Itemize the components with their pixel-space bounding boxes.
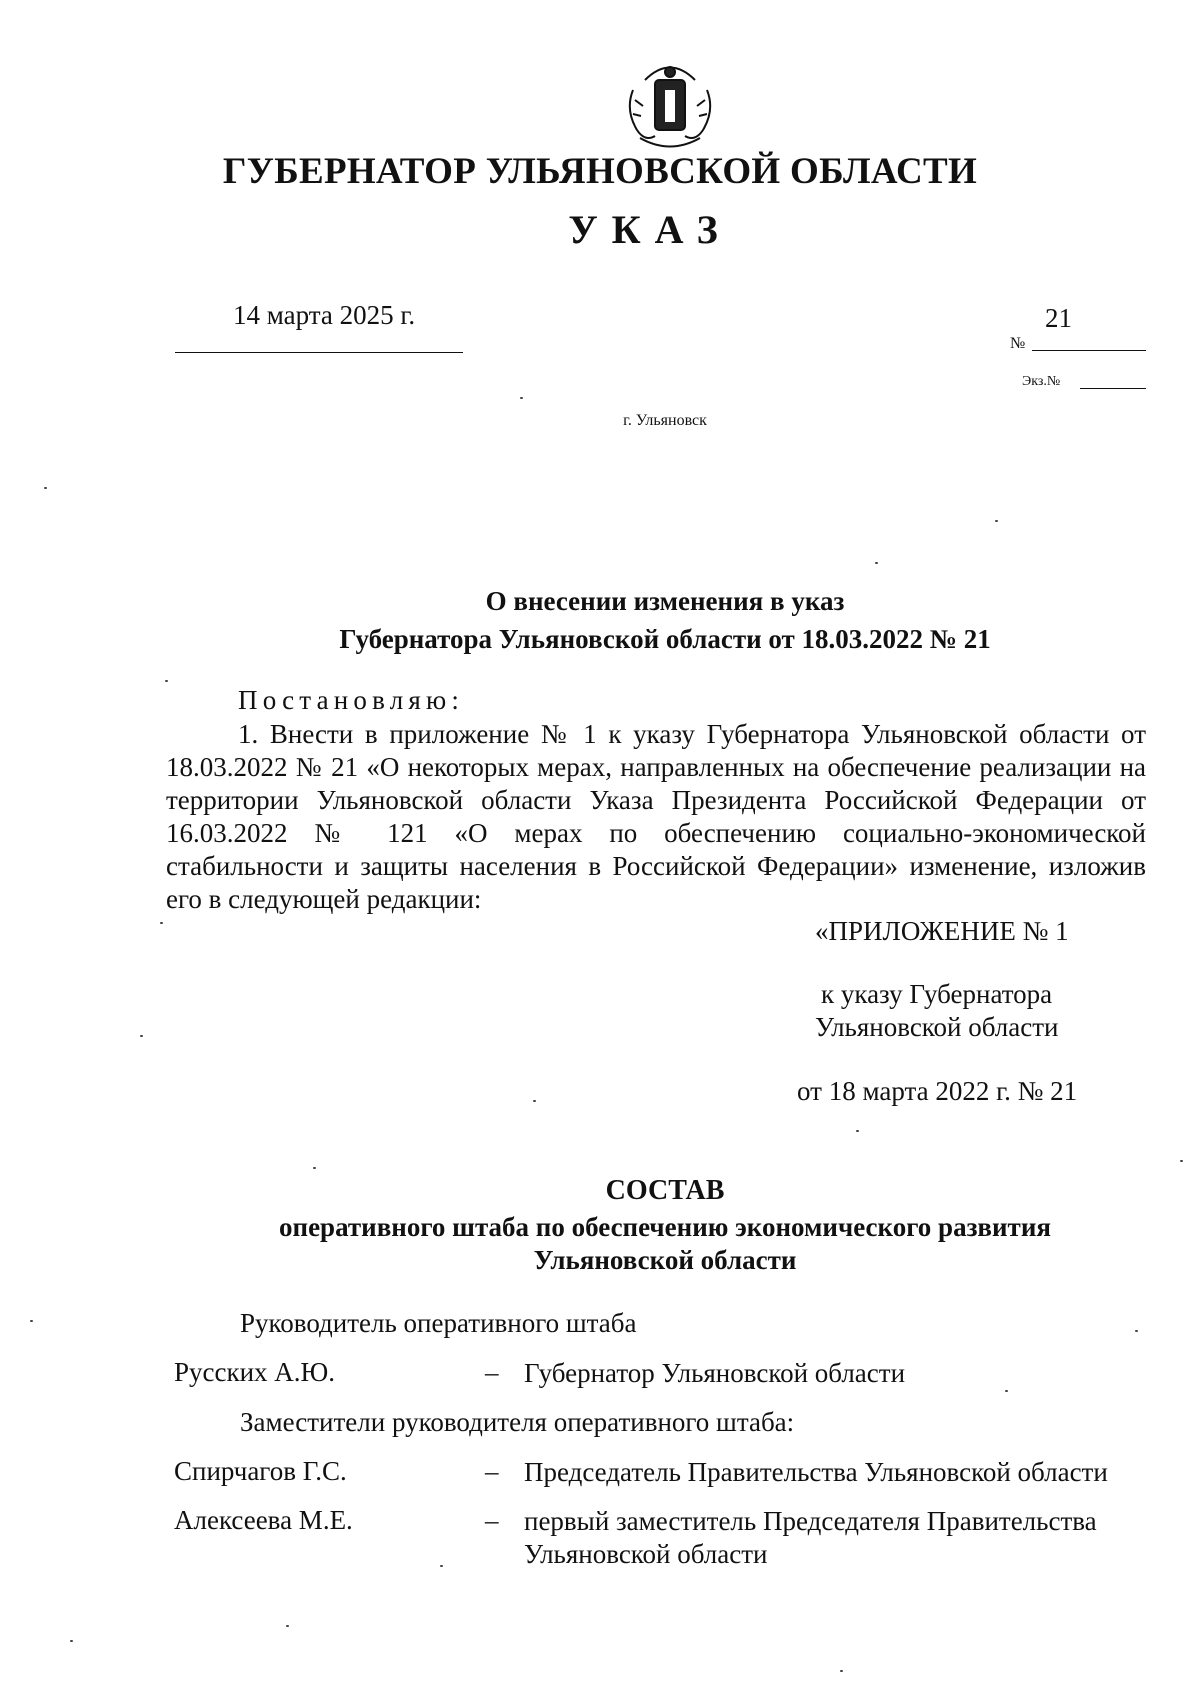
scan-speck: [313, 1167, 316, 1169]
appendix-date: от 18 марта 2022 г. № 21: [797, 1076, 1078, 1106]
member-dash: –: [485, 1456, 499, 1486]
composition-title: СОСТАВ: [605, 1175, 725, 1206]
member-dash: –: [485, 1357, 499, 1387]
scan-speck: [286, 1625, 289, 1627]
member-name: Русских А.Ю.: [174, 1357, 336, 1387]
document-date: 14 марта 2025 г.: [233, 300, 416, 330]
scan-speck: [140, 1035, 143, 1037]
issuer-title: ГУБЕРНАТОР УЛЬЯНОВСКОЙ ОБЛАСТИ: [222, 151, 978, 192]
copy-label: Экз.№: [1022, 374, 1061, 389]
composition-subtitle: [0, 1211, 1200, 1277]
document-number: 21: [1045, 303, 1072, 333]
scan-speck: [840, 1670, 843, 1672]
appendix-to-line-1: к указу Губернатора: [821, 979, 1053, 1009]
document-subject: [150, 582, 1180, 658]
scan-speck: [1135, 1330, 1138, 1332]
subject-line-1: О внесении изменения в указ: [485, 586, 845, 616]
scan-speck: [995, 520, 998, 522]
subject-line-2: Губернатора Ульяновской области от 18.03.2022 № 21: [339, 624, 991, 654]
scan-speck: [30, 1320, 33, 1322]
member-dash: –: [485, 1505, 499, 1535]
scan-speck: [44, 487, 47, 489]
coat-of-arms-emblem: [615, 50, 725, 160]
scan-speck: [875, 562, 878, 564]
member-role: первый заместитель Председателя Правительства Ульяновской области: [524, 1506, 1097, 1569]
appendix-title: «ПРИЛОЖЕНИЕ № 1: [815, 916, 1069, 946]
scan-speck: [1005, 1390, 1008, 1392]
number-label: №: [1010, 335, 1026, 352]
scan-speck: [1180, 1160, 1183, 1162]
composition-subtitle-line-1: оперативного штаба по обеспечению экономического развития: [279, 1212, 1051, 1242]
city: г. Ульяновск: [623, 412, 707, 429]
appendix-to-line-2: Ульяновской области: [815, 1012, 1059, 1042]
document-type: УКАЗ: [568, 207, 732, 252]
head-section-label: Руководитель оперативного штаба: [240, 1308, 637, 1338]
deputies-section-label: Заместители руководителя оперативного штаба:: [240, 1407, 795, 1437]
scan-speck: [165, 680, 168, 682]
resolve-clause: Постановляю:: [238, 685, 465, 715]
scan-speck: [70, 1640, 73, 1642]
copy-underline: [1080, 388, 1146, 389]
number-underline: [1032, 350, 1146, 351]
scan-speck: [440, 1565, 443, 1567]
scan-speck: [856, 1130, 859, 1132]
member-role: Председатель Правительства Ульяновской области: [524, 1457, 1108, 1487]
member-name: Алексеева М.Е.: [174, 1505, 353, 1535]
scan-speck: [520, 397, 523, 399]
scan-speck: [533, 1100, 536, 1102]
date-underline: [175, 352, 463, 353]
paragraph-1: 1. Внести в приложение № 1 к указу Губернатора Ульяновской области от 18.03.2022 № 21 «О некоторых мерах, направленных на обеспечение реализации на территории Ульяновской области Указа Президента Российской Федерации от 16.03.2022 № 121 «О мерах по обеспечению социально-экономической стабильности и защиты населения в Российской Федерации» изменение, изложив его в следующей редакции:: [166, 719, 1146, 914]
member-role: Губернатор Ульяновской области: [524, 1358, 906, 1388]
scan-speck: [160, 922, 163, 924]
member-name: Спирчагов Г.С.: [174, 1456, 347, 1486]
composition-subtitle-line-2: Ульяновской области: [533, 1245, 797, 1275]
